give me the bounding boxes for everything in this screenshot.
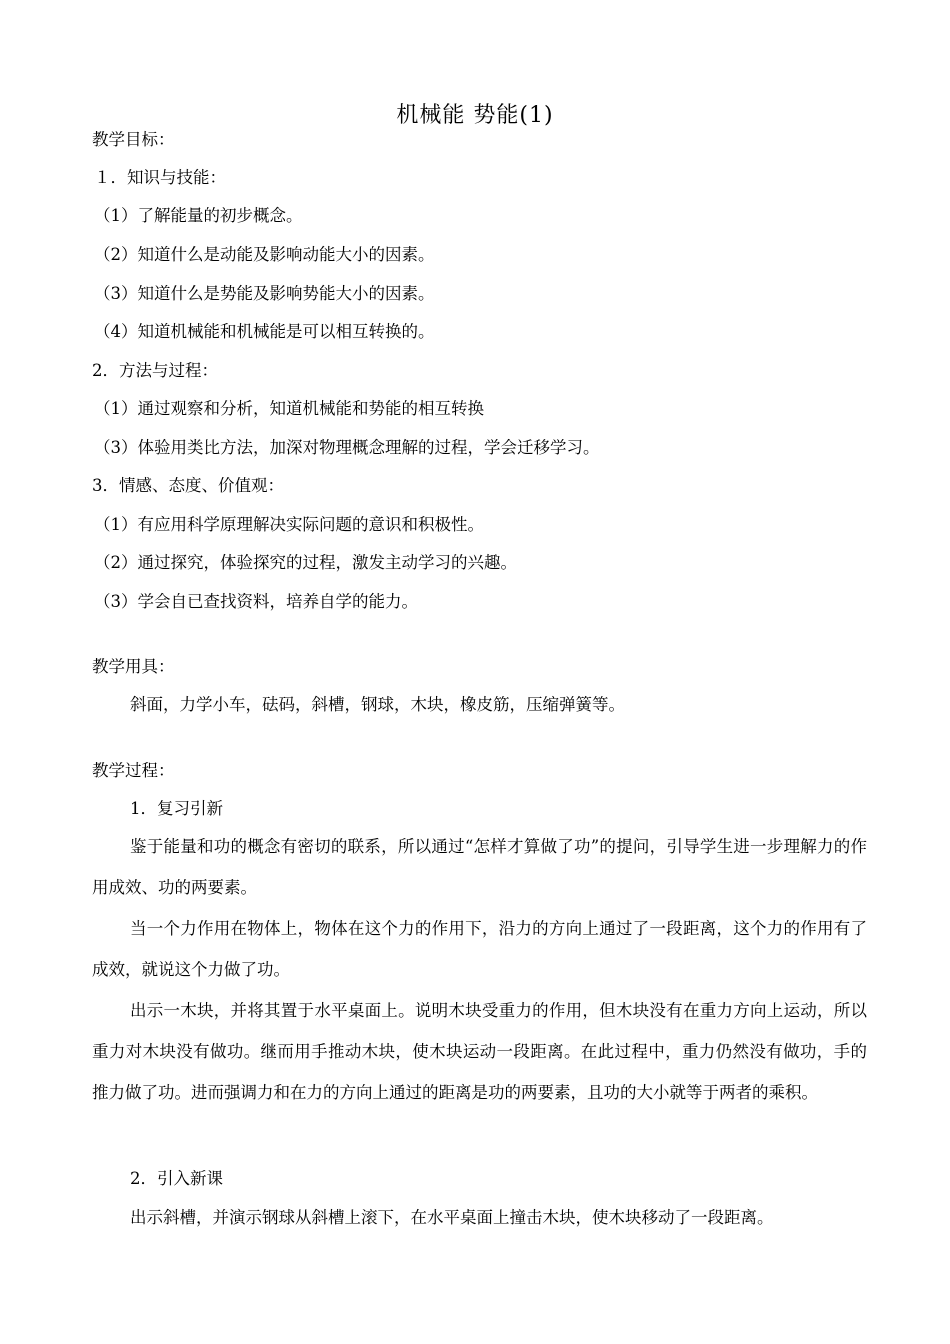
- section3-item-3: （3）学会自已查找资料，培养自学的能力。: [94, 592, 418, 611]
- step2-heading: 2．引入新课: [130, 1169, 223, 1188]
- section1-item-4: （4）知道机械能和机械能是可以相互转换的。: [94, 322, 435, 341]
- tools-text: 斜面，力学小车，砝码，斜槽，钢球，木块，橡皮筋，压缩弹簧等。: [130, 695, 625, 714]
- section3-heading: 3．情感、态度、价值观：: [92, 476, 284, 495]
- section1-heading: １．知识与技能：: [94, 168, 226, 187]
- section1-item-1: （1）了解能量的初步概念。: [94, 206, 303, 225]
- tools-heading: 教学用具：: [92, 657, 175, 676]
- section1-item-3: （3）知道什么是势能及影响势能大小的因素。: [94, 284, 435, 303]
- process-heading: 教学过程：: [92, 761, 175, 780]
- section1-item-2: （2）知道什么是动能及影响动能大小的因素。: [94, 245, 435, 264]
- step1-heading: 1．复习引新: [130, 799, 223, 818]
- step2-paragraph: 出示斜槽，并演示钢球从斜槽上滚下，在水平桌面上撞击木块，使木块移动了一段距离。: [130, 1208, 774, 1227]
- section3-item-1: （1）有应用科学原理解决实际问题的意识和积极性。: [94, 515, 484, 534]
- step1-paragraph-1: 鉴于能量和功的概念有密切的联系，所以通过“怎样才算做了功”的提问，引导学生进一步理解力的作用成效、功的两要素。: [92, 837, 867, 897]
- section2-item-2: （3）体验用类比方法，加深对物理概念理解的过程，学会迁移学习。: [94, 438, 600, 457]
- step1-paragraph-3: 出示一木块，并将其置于水平桌面上。说明木块受重力的作用，但木块没有在重力方向上运动，所以重力对木块没有做功。继而用手推动木块，使木块运动一段距离。在此过程中，重力仍然没有做功，手的推力做了功。进而强调力和在力的方向上通过的距离是功的两要素，且功的大小就等于两者的乘积。: [92, 1001, 867, 1102]
- section2-heading: 2．方法与过程：: [92, 361, 218, 380]
- step1-paragraph-2: 当一个力作用在物体上，物体在这个力的作用下，沿力的方向上通过了一段距离，这个力的作用有了成效，就说这个力做了功。: [92, 919, 867, 979]
- objectives-heading: 教学目标：: [92, 130, 175, 149]
- section3-item-2: （2）通过探究，体验探究的过程，激发主动学习的兴趣。: [94, 553, 517, 572]
- section2-item-1: （1）通过观察和分析，知道机械能和势能的相互转换: [94, 399, 484, 418]
- document-title: 机械能 势能(1): [396, 103, 554, 128]
